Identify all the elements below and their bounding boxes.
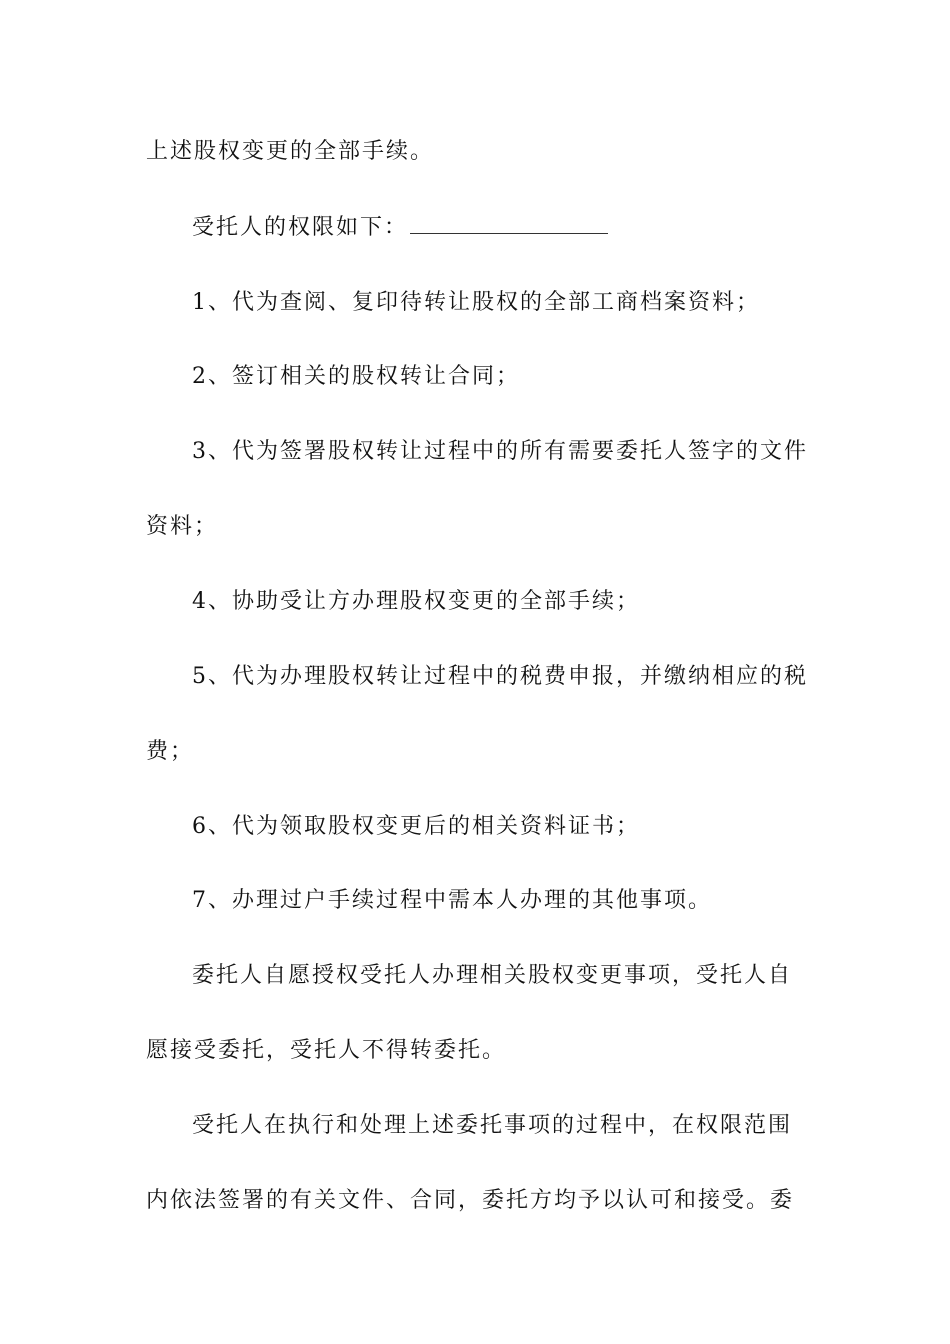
authority-item-3: 3、代为签署股权转让过程中的所有需要委托人签字的文件 xyxy=(192,439,808,464)
authority-item-1: 1、代为查阅、复印待转让股权的全部工商档案资料； xyxy=(192,290,760,315)
authority-item-3-cont: 资料； xyxy=(146,514,219,539)
authority-heading-line xyxy=(0,213,950,243)
authority-item-5: 5、代为办理股权转让过程中的税费申报，并缴纳相应的税 xyxy=(192,664,808,689)
authority-heading: 受托人的权限如下： xyxy=(192,215,409,240)
paragraph-voluntary-cont: 愿接受委托，受托人不得转委托。 xyxy=(146,1038,507,1063)
paragraph-voluntary: 委托人自愿授权受托人办理相关股权变更事项，受托人自 xyxy=(192,963,793,988)
authority-item-2: 2、签订相关的股权转让合同； xyxy=(192,364,520,389)
paragraph-execution: 受托人在执行和处理上述委托事项的过程中，在权限范围 xyxy=(192,1113,793,1138)
authority-item-6: 6、代为领取股权变更后的相关资料证书； xyxy=(192,814,640,839)
authority-item-4: 4、协助受让方办理股权变更的全部手续； xyxy=(192,589,640,614)
paragraph-execution-cont: 内依法签署的有关文件、合同，委托方均予以认可和接受。委 xyxy=(146,1188,795,1213)
authority-item-5-cont: 费； xyxy=(146,739,195,764)
authority-item-7: 7、办理过户手续过程中需本人办理的其他事项。 xyxy=(192,888,712,913)
text-line-continuation: 上述股权变更的全部手续。 xyxy=(146,139,435,164)
fill-in-blank xyxy=(410,213,608,234)
